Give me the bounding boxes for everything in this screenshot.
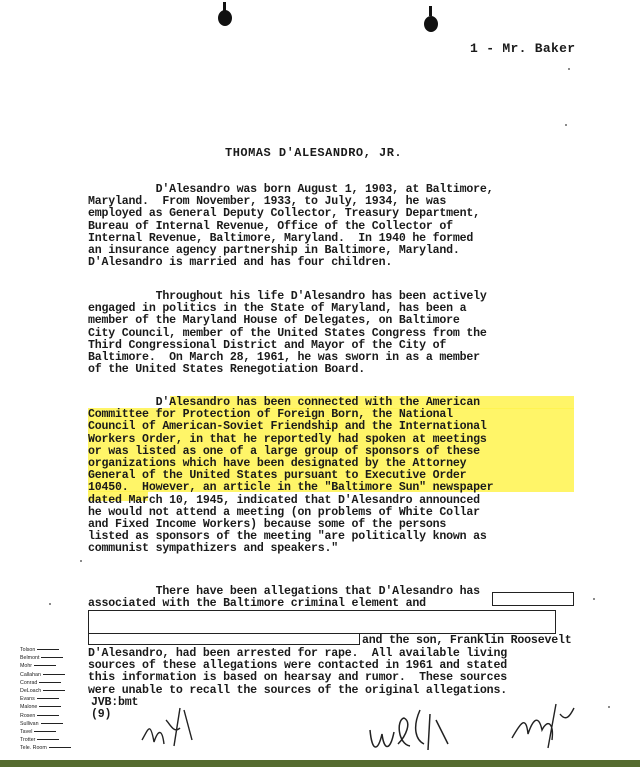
speck [608, 706, 610, 708]
distribution-name: Trotter [20, 737, 36, 744]
distribution-entry [20, 744, 71, 752]
distribution-line [41, 657, 63, 658]
routing-line: 1 - Mr. Baker [470, 41, 576, 56]
paragraph-political-career: Throughout his life D'Alesandro has been actively engaged in politics in the State of Maryland, has been a member of the Maryland House of Delegates, on Baltimore City Council, member of the United States Congress from the Third Congressional District and Mayor of the City of Baltimore. On March 28, 1961, he was sworn in as a member of the United States Renegotiation Board. [88, 290, 487, 377]
distribution-name: Mohr [20, 663, 33, 670]
speck [565, 124, 567, 126]
redaction-box [88, 610, 556, 634]
distribution-name: Belmont [20, 655, 40, 662]
redaction-box [492, 592, 574, 606]
distribution-line [41, 723, 63, 724]
distribution-line [37, 739, 59, 740]
distribution-entry [20, 671, 71, 679]
distribution-entry [20, 646, 71, 654]
distribution-line [34, 731, 56, 732]
distribution-entry [20, 712, 71, 720]
distribution-name: Tavel [20, 729, 33, 736]
redaction-box [88, 633, 360, 645]
distribution-name: Evans [20, 696, 35, 703]
distribution-line [37, 715, 59, 716]
paragraph-biography: D'Alesandro was born August 1, 1903, at Baltimore, Maryland. From November, 1933, to July, 1934, he was employed as General Deputy Collector, Treasury Department, Bureau of Internal Revenue, Office of the Collector of Internal Revenue, Baltimore, Maryland. In 1940 he formed an insurance agency partnership in Baltimore, Maryland. D'Alesandro is married and has four children. [88, 183, 494, 270]
distribution-name: Callahan [20, 671, 41, 678]
speck [593, 598, 595, 600]
document-title: THOMAS D'ALESANDRO, JR. [225, 146, 403, 160]
scan-border [0, 760, 640, 767]
distribution-entry [20, 703, 71, 711]
distribution-line [34, 665, 56, 666]
distribution-entry [20, 728, 71, 736]
distribution-line [49, 747, 71, 748]
distribution-entry [20, 687, 71, 695]
distribution-line [43, 690, 65, 691]
speck [49, 603, 51, 605]
paragraph-allegations-line2: associated with the Baltimore criminal element and [88, 597, 426, 610]
paragraph-allegations-rest: D'Alesandro, had been arrested for rape. All available living sources of these allegations were contacted in 1961 and stated this information is based on hearsay and rumor. These sources were unable to recall the sources of the original allegations. [88, 647, 507, 697]
punch-hole-right [424, 16, 438, 32]
distribution-entry [20, 662, 71, 670]
distribution-name: Rosen [20, 712, 36, 719]
distribution-entry [20, 695, 71, 703]
typist-initials: JVB:bmt [91, 696, 139, 709]
paragraph-allegations-line1: There have been allegations that D'Alesandro has [88, 585, 480, 598]
distribution-name: Tele. Room [20, 745, 47, 752]
copy-count: (9) [91, 708, 112, 721]
distribution-name: DeLoach [20, 688, 42, 695]
distribution-entry [20, 736, 71, 744]
speck [80, 560, 82, 562]
distribution-line [39, 706, 61, 707]
distribution-list [20, 646, 71, 753]
distribution-name: Malone [20, 704, 38, 711]
paragraph-organizations: D'Alesandro has been connected with the American Committee for Protection of Foreign Born, the National Council of American-Soviet Friendship and the International Workers Order, in that he reportedly had spoken at meetings or was listed as one of a large group of sponsors of these organizations which have been designated by the Attorney General of the United States pursuant to Executive Order 10450. However, an article in the "Baltimore Sun" newspaper dated March 10, 1945, indicated that D'Alesandro announced he would not attend a meeting (on problems of White Collar and Fixed Income Workers) because some of the persons listed as sponsors of the meeting "are politically known as communist sympathizers and speakers." [88, 396, 494, 556]
distribution-name: Tolson [20, 647, 36, 653]
handwritten-signature [508, 694, 578, 754]
distribution-entry [20, 679, 71, 687]
distribution-name: Sullivan [20, 720, 39, 727]
handwritten-mark [140, 700, 200, 750]
distribution-line [37, 698, 59, 699]
distribution-entry [20, 720, 71, 728]
handwritten-signature [368, 700, 458, 760]
distribution-line [43, 674, 65, 675]
distribution-entry [20, 654, 71, 662]
punch-hole-left [218, 10, 232, 26]
distribution-name: Conrad [20, 679, 38, 686]
paragraph-allegations-line3: and the son, Franklin Roosevelt [362, 634, 572, 647]
distribution-line [39, 682, 61, 683]
speck [568, 68, 570, 70]
distribution-line [37, 649, 59, 650]
